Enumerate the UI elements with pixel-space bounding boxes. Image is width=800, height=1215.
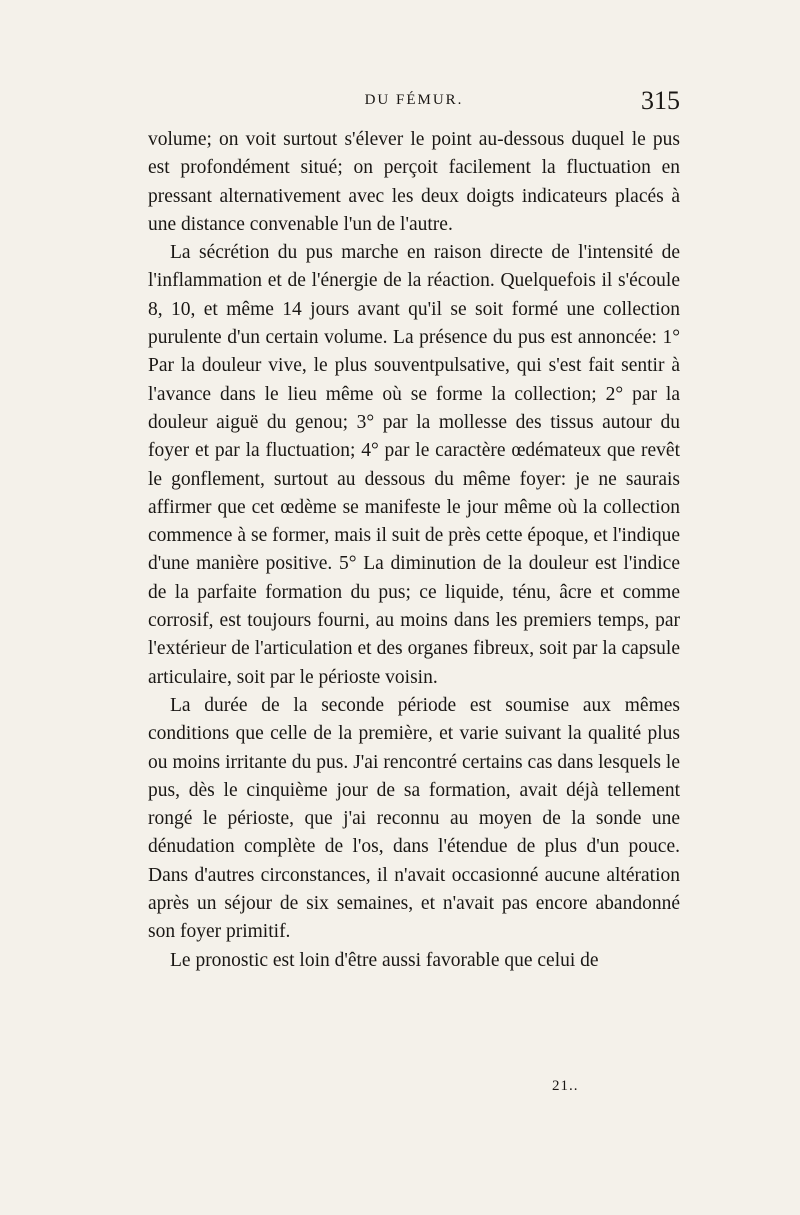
signature-mark: 21..	[552, 1078, 579, 1094]
paragraph-second-period: La durée de la seconde période est soumise aux mêmes conditions que celle de la première, et varie suivant la qualité plus ou moins irritante du pus. J'ai rencontré certains cas dans lesquels le pus, dès le cinquième jour de sa formation, avait déjà tellement rongé le périoste, que j'ai reconnu au moyen de la sonde une dénudation complète de l'os, dans l'étendue de plus d'un pouce. Dans d'autres circonstances, il n'avait occasionné aucune altération après un séjour de six semaines, et n'avait pas encore abandonné son foyer primitif.	[148, 694, 680, 943]
page-number: 315	[641, 86, 680, 115]
body-text	[148, 126, 680, 975]
running-title: DU FÉMUR.	[364, 92, 464, 108]
paragraph-continuation: volume; on voit surtout s'élever le point au-dessous duquel le pus est profondément situé; on perçoit facilement la fluctuation en pressant alternativement avec les deux doigts indicateurs placés à une distance convenable l'un de l'autre.	[148, 129, 680, 235]
paragraph-prognosis: Le pronostic est loin d'être aussi favorable que celui de	[170, 949, 599, 971]
page-header	[148, 86, 680, 122]
paragraph-pus-secretion: La sécrétion du pus marche en raison directe de l'intensité de l'inflammation et de l'énergie de la réaction. Quelquefois il s'écoule 8, 10, et même 14 jours avant qu'il se soit formé une collection purulente d'un certain volume. La présence du pus est annoncée: 1° Par la douleur vive, le plus souventpulsative, qui s'est fait sentir à l'avance dans le lieu même où se forme la collection; 2° par la douleur aiguë du genou; 3° par la mollesse des tissus autour du foyer et par la fluctuation; 4° par le caractère œdémateux que revêt le gonflement, surtout au dessous du même foyer: je ne saurais affirmer que cet œdème se manifeste le jour même où la collection commence à se former, mais il suit de près cette époque, et l'indique d'une manière positive. 5° La diminution de la douleur est l'indice de la parfaite formation du pus; ce liquide, ténu, âcre et comme corrosif, est toujours fourni, au moins dans les premiers temps, par l'extérieur de l'articulation et des organes fibreux, soit par la capsule articulaire, soit par le périoste voisin.	[148, 242, 680, 688]
